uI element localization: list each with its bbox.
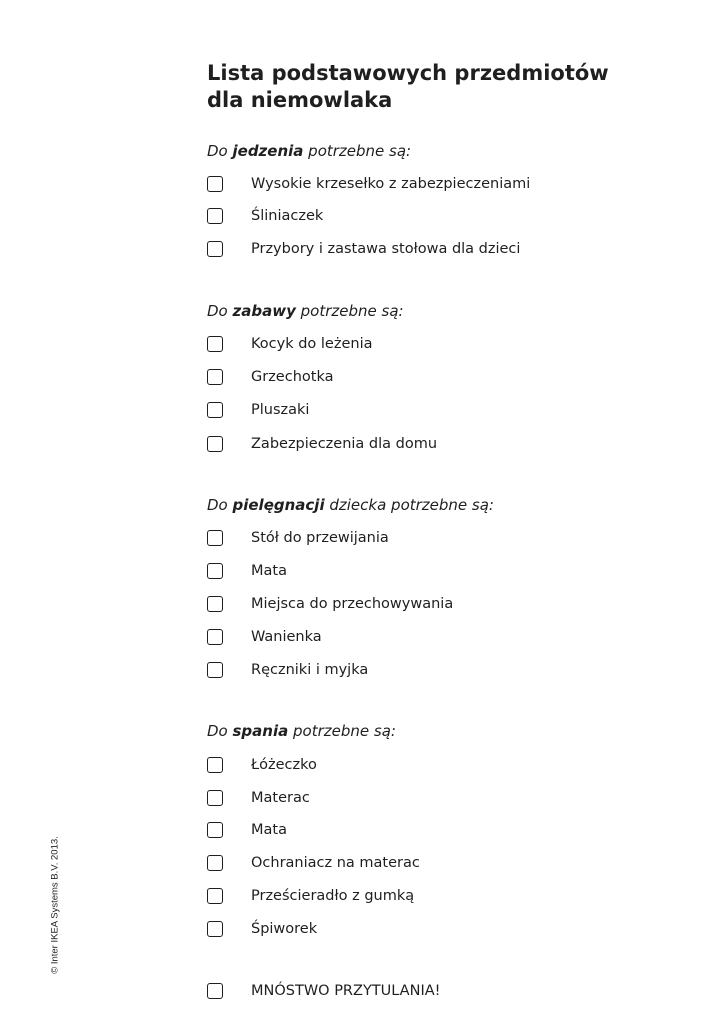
checklist-item-bathtub[interactable] (207, 627, 322, 647)
section-keyword-sleep: spania (232, 722, 289, 740)
checkbox[interactable] (207, 176, 223, 192)
checklist-item-label: Prześcieradło z gumką (251, 888, 415, 904)
checkbox[interactable] (207, 402, 223, 418)
section-heading-care: Do pielęgnacji dziecka potrzebne są: (207, 496, 494, 514)
section-keyword-care: pielęgnacji (232, 496, 325, 514)
checkbox[interactable] (207, 822, 223, 838)
checkbox[interactable] (207, 921, 223, 937)
checklist-item-rattle[interactable] (207, 367, 334, 387)
section-keyword-feeding: jedzenia (232, 142, 304, 160)
checklist-item-plush-toys[interactable] (207, 400, 310, 420)
checklist-item-label: Przybory i zastawa stołowa dla dzieci (251, 241, 521, 257)
checklist-item-label: Śpiworek (251, 921, 318, 937)
checklist-item-label: Mata (251, 822, 287, 838)
checklist-item-towels[interactable] (207, 660, 369, 680)
checklist-item-label: Pluszaki (251, 402, 310, 418)
checklist-item-mat[interactable] (207, 561, 287, 581)
checklist-item-label: Łóżeczko (251, 757, 317, 773)
checkbox[interactable] (207, 563, 223, 579)
copyright-notice: © Inter IKEA Systems B.V. 2013. (49, 836, 61, 974)
checklist-item-label: Stół do przewijania (251, 530, 389, 546)
checkbox[interactable] (207, 336, 223, 352)
checklist-item-label: Materac (251, 790, 310, 806)
checkbox[interactable] (207, 596, 223, 612)
checklist-item-mattress-protector[interactable] (207, 853, 420, 873)
checklist-item-storage[interactable] (207, 594, 454, 614)
checklist-item-play-blanket[interactable] (207, 334, 373, 354)
checkbox[interactable] (207, 241, 223, 257)
checklist-item-lots-of-cuddles[interactable] (207, 981, 441, 1001)
checklist-item-label: Kocyk do leżenia (251, 336, 373, 352)
checklist-item-label: Mata (251, 563, 287, 579)
section-heading-sleep: Do spania potrzebne są: (207, 722, 396, 740)
checklist-item-high-chair[interactable] (207, 174, 531, 194)
checklist-item-label: Zabezpieczenia dla domu (251, 436, 438, 452)
section-keyword-play: zabawy (232, 302, 296, 320)
document-title-line-1: Lista podstawowych przedmiotów (207, 61, 609, 85)
section-heading-feeding: Do jedzenia potrzebne są: (207, 142, 412, 160)
checkbox[interactable] (207, 369, 223, 385)
checkbox[interactable] (207, 790, 223, 806)
checkbox[interactable] (207, 530, 223, 546)
checklist-item-sleep-mat[interactable] (207, 820, 287, 840)
checkbox[interactable] (207, 888, 223, 904)
checklist-item-mattress[interactable] (207, 788, 310, 808)
document-title (207, 60, 687, 114)
checkbox[interactable] (207, 208, 223, 224)
checklist-item-label: Wanienka (251, 629, 322, 645)
checklist-item-fitted-sheet[interactable] (207, 886, 415, 906)
checkbox[interactable] (207, 436, 223, 452)
checklist-item-label: Grzechotka (251, 369, 334, 385)
checkbox[interactable] (207, 983, 223, 999)
checklist-item-crib[interactable] (207, 755, 317, 775)
checklist-item-label: Śliniaczek (251, 208, 324, 224)
checklist-item-tableware[interactable] (207, 239, 521, 259)
checklist-item-label: Miejsca do przechowywania (251, 596, 454, 612)
checkbox[interactable] (207, 757, 223, 773)
checklist-item-label: Ochraniacz na materac (251, 855, 420, 871)
checklist-item-label: Wysokie krzesełko z zabezpieczeniami (251, 176, 531, 192)
checkbox[interactable] (207, 855, 223, 871)
checklist-item-label: MNÓSTWO PRZYTULANIA! (251, 983, 441, 999)
document-title-line-2: dla niemowlaka (207, 88, 393, 112)
checklist-item-sleeping-bag[interactable] (207, 919, 318, 939)
section-heading-play: Do zabawy potrzebne są: (207, 302, 404, 320)
checkbox[interactable] (207, 629, 223, 645)
checklist-item-bib[interactable] (207, 206, 324, 226)
checklist-item-changing-table[interactable] (207, 528, 389, 548)
checklist-item-home-safety[interactable] (207, 434, 438, 454)
checklist-item-label: Ręczniki i myjka (251, 662, 369, 678)
checkbox[interactable] (207, 662, 223, 678)
